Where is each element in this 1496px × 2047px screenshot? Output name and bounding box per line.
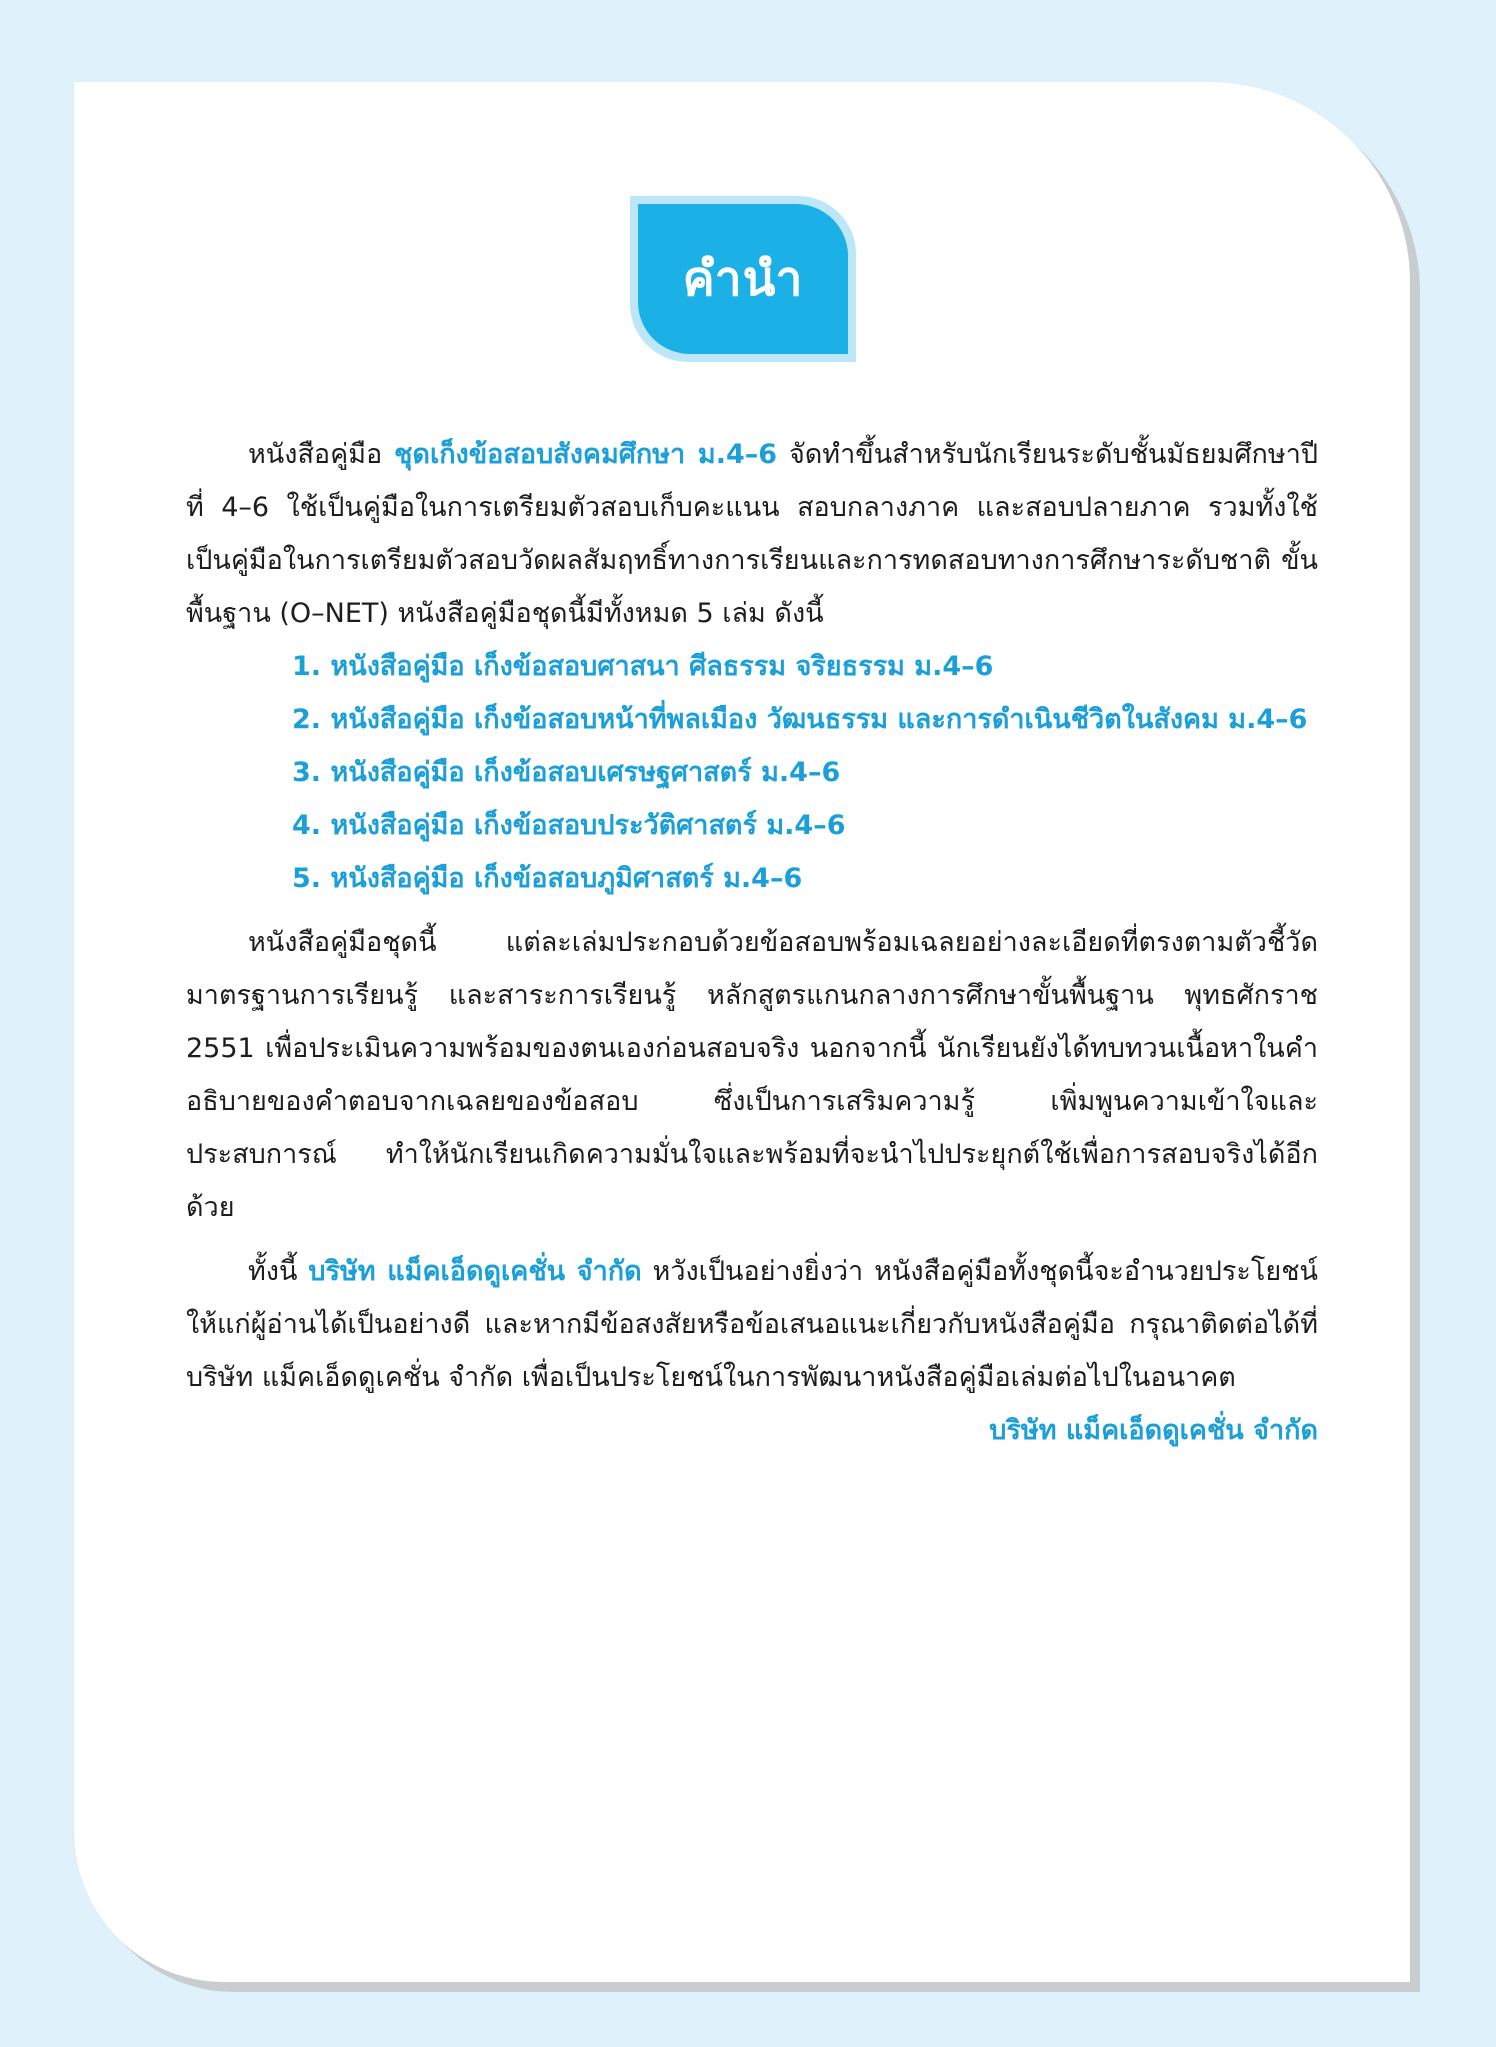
- intro-paragraph: [186, 428, 1318, 640]
- intro-rest: จัดทำขึ้นสำหรับนักเรียนระดับชั้นมัธยมศึกษาปีที่ 4–6 ใช้เป็นคู่มือในการเตรียมตัวสอบเก็บคะแนน สอบกลางภาค และสอบปลายภาค รวมทั้งใช้เป็นคู่มือในการเตรียมตัวสอบวัดผลสัมฤทธิ์ทางการเรียนและการทดสอบทางการศึกษาระดับชาติ ขั้นพื้นฐาน (O–NET) หนังสือคู่มือชุดนี้มีทั้งหมด 5 เล่ม ดังนี้: [186, 439, 1318, 629]
- book-item: 4. หนังสือคู่มือ เก็งข้อสอบประวัติศาสตร์ ม.4–6: [292, 810, 846, 841]
- book-list: [186, 640, 1318, 905]
- page-title: คำนำ: [682, 251, 804, 307]
- title-badge: [630, 196, 856, 362]
- book-item: 1. หนังสือคู่มือ เก็งข้อสอบศาสนา ศีลธรรม จริยธรรม ม.4–6: [292, 651, 994, 682]
- signature: บริษัท แม็คเอ็ดดูเคชั่น จำกัด: [989, 1415, 1318, 1446]
- foreword-content: [186, 428, 1318, 1457]
- title-badge-inner: [638, 204, 848, 354]
- book-item: 2. หนังสือคู่มือ เก็งข้อสอบหน้าที่พลเมือง วัฒนธรรม และการดำเนินชีวิตในสังคม ม.4–6: [292, 704, 1308, 735]
- paragraph-2: หนังสือคู่มือชุดนี้ แต่ละเล่มประกอบด้วยข้อสอบพร้อมเฉลยอย่างละเอียดที่ตรงตามตัวชี้วัด มาตรฐานการเรียนรู้ และสาระการเรียนรู้ หลักสูตรแกนกลางการศึกษาขั้นพื้นฐาน พุทธศักราช 2551 เพื่อประเมินความพร้อมของตนเองก่อนสอบจริง นอกจากนี้ นักเรียนยังได้ทบทวนเนื้อหาในคำอธิบายของคำตอบจากเฉลยของข้อสอบ ซึ่งเป็นการเสริมความรู้ เพิ่มพูนความเข้าใจและประสบการณ์ ทำให้นักเรียนเกิดความมั่นใจและพร้อมที่จะนำไปประยุกต์ใช้เพื่อการสอบจริงได้อีกด้วย: [186, 927, 1318, 1223]
- paragraph-3-lead: ทั้งนี้: [248, 1256, 298, 1287]
- paragraph-3: [186, 1245, 1318, 1404]
- company-name: บริษัท แม็คเอ็ดดูเคชั่น จำกัด: [308, 1256, 642, 1287]
- intro-lead: หนังสือคู่มือ: [248, 439, 383, 470]
- series-name: ชุดเก็งข้อสอบสังคมศึกษา ม.4–6: [394, 439, 778, 470]
- book-item: 3. หนังสือคู่มือ เก็งข้อสอบเศรษฐศาสตร์ ม.4–6: [292, 757, 841, 788]
- paragraph-3-rest: หวังเป็นอย่างยิ่งว่า หนังสือคู่มือทั้งชุดนี้จะอำนวยประโยชน์ให้แก่ผู้อ่านได้เป็นอย่างดี และหากมีข้อสงสัยหรือข้อเสนอแนะเกี่ยวกับหนังสือคู่มือ กรุณาติดต่อได้ที่ บริษัท แม็คเอ็ดดูเคชั่น จำกัด เพื่อเป็นประโยชน์ในการพัฒนาหนังสือคู่มือเล่มต่อไปในอนาคต: [186, 1256, 1318, 1393]
- book-item: 5. หนังสือคู่มือ เก็งข้อสอบภูมิศาสตร์ ม.4–6: [292, 863, 803, 894]
